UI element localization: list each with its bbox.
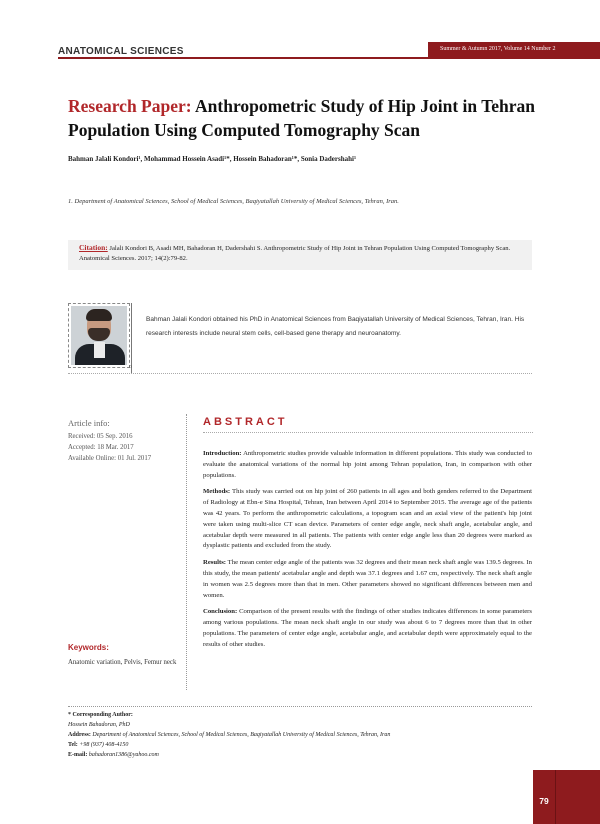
abstract-results (203, 558, 532, 601)
results-text: The mean center edge angle of the patients was 32 degrees and their mean neck shaft angle was 139.5 degrees. In this study, the mean patients' acetabular angle and depth was 37.1 degrees and 1.67 cm, respectively. The neck shaft angle in women was 2.5 degrees more than that in men. Other parameters showed no significant differences between men and women. (203, 559, 532, 599)
address-label: Address: (68, 732, 91, 738)
tel-text: +98 (937) 408-4150 (79, 742, 129, 748)
citation-text: Jalali Kondori B, Asadi MH, Bahadoran H, Dadershahi S. Anthropometric Study of Hip Joint in Tehran Population Using Computed Tomography Scan. Anatomical Sciences. 2017; 14(2):79-82. (79, 245, 511, 262)
author-photo-frame (68, 303, 130, 368)
page-number: 79 (539, 796, 549, 806)
author-bio: Bahman Jalali Kondori obtained his PhD in Anatomical Sciences from Baqiyatallah University of Medical Sciences, Tehran, Iran. His research interests include neural stem cells, cell-based gene therapy and neuroanatomy. (146, 316, 525, 337)
introduction-text: Anthropometric studies provide valuable information in different populations. This study was conducted to evaluate the anatomical variations of the normal hip joint among Tehran population, Iran, in comparison with other populations. (203, 450, 532, 479)
citation-label: Citation: (79, 243, 108, 252)
page-band-separator (555, 770, 556, 824)
corresponding-heading: * Corresponding Author: (68, 712, 133, 718)
methods-text: This study was carried out on hip joint of 260 patients in all ages and both genders referred to the Department of Radiology at Ebn-e Sina Hospital, Tehran, Iran between April 2014 to September 2015. The average age of the patients was 42 years. To perform the anthropometric calculations, a topogram scan and an axial view of the patient's hip joint were taken using multi-slice CT scan device. Parameters of center edge angle, neck shaft angle, acetabular angle, and acetabular depth were measured in all patients. The patients with center edge angle less than 20 degrees were marked as dysplastic patients and excluded from the study. (203, 488, 532, 550)
conclusion-label: Conclusion: (203, 608, 238, 616)
online-date: Available Online: 01 Jul. 2017 (68, 455, 152, 462)
column-divider (186, 414, 187, 690)
photo-beard (88, 328, 110, 341)
tel-label: Tel: (68, 742, 78, 748)
photo-hair (86, 309, 112, 321)
photo-divider (131, 303, 132, 373)
abstract-body (203, 449, 532, 657)
conclusion-text: Comparison of the present results with the findings of other studies indicates differences in some parameters among various populations. The mean neck shaft angle in our study was about 6 to 7 degrees more than that in other populations. The parameters of center edge angle, acetabular angle, and acetabular depth were approximately equal to the results of other studies. (203, 608, 532, 648)
issue-band: Summer & Autumn 2017, Volume 14 Number 2 (428, 42, 600, 57)
abstract-rule (203, 432, 533, 433)
results-label: Results: (203, 559, 227, 567)
address-text: Department of Anatomical Sciences, School of Medical Sciences, Baqiyatallah University of Medical Sciences, Tehran, Iran (92, 732, 391, 738)
email-label: E-mail: (68, 752, 88, 758)
paper-title (68, 94, 538, 142)
methods-label: Methods: (203, 488, 231, 496)
bio-divider (68, 373, 532, 374)
affiliation: 1. Department of Anatomical Sciences, School of Medical Sciences, Baqiyatallah University of Medical Sciences, Tehran, Iran. (68, 198, 399, 205)
accepted-date: Accepted: 18 Mar. 2017 (68, 444, 134, 451)
abstract-conclusion (203, 607, 532, 650)
keywords-heading: Keywords: (68, 643, 109, 652)
paper-type-label: Research Paper: (68, 96, 192, 116)
photo-mark: o (129, 364, 132, 370)
corresponding-author (68, 710, 390, 760)
header-rule (58, 57, 600, 59)
article-info (68, 418, 151, 464)
introduction-label: Introduction: (203, 450, 242, 457)
author-photo (71, 306, 127, 365)
received-date: Received: 05 Sep. 2016 (68, 433, 133, 440)
photo-shirt (94, 342, 105, 358)
journal-name: ANATOMICAL SCIENCES (58, 46, 184, 57)
paper-title-text: Anthropometric Study of Hip Joint in Tehran Population Using Computed Tomography Scan (68, 96, 536, 140)
email-text[interactable]: bahadoran1386@yahoo.com (88, 752, 159, 758)
abstract-methods (203, 487, 532, 552)
author-list: Bahman Jalali Kondori¹, Mohammad Hossein Asadi¹*, Hossein Bahadoran¹*, Sonia Dadershahi¹ (68, 155, 357, 163)
corresponding-name: Hossein Bahadoran, PhD (68, 722, 130, 728)
abstract-heading: ABSTRACT (203, 416, 288, 428)
keywords-list: Anatomic variation, Pelvis, Femur neck (68, 659, 177, 666)
citation-box (68, 240, 532, 270)
abstract-introduction (203, 449, 532, 481)
footnote-rule (68, 706, 532, 707)
article-info-heading: Article info: (68, 418, 110, 428)
